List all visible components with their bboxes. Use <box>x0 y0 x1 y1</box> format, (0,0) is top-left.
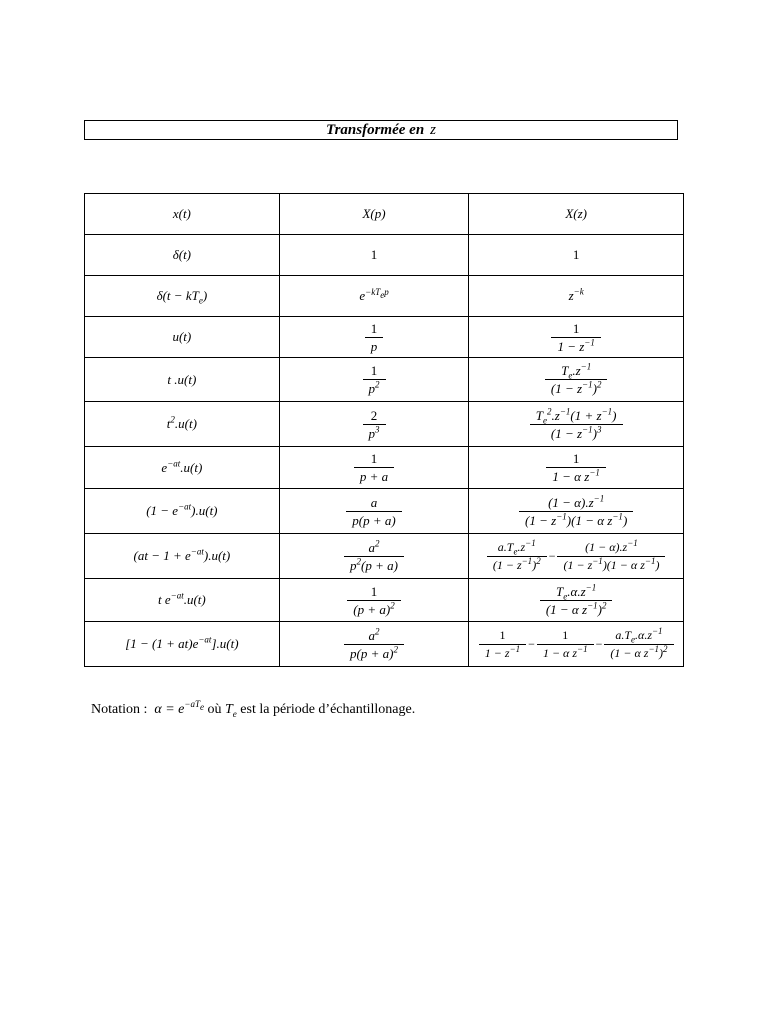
cell-xt: u(t) <box>85 317 280 358</box>
cell-xp: $\frac{a^2}{p^2(p + a)}$ <box>279 534 469 579</box>
table-row <box>85 276 684 317</box>
header-xp: X(p) <box>279 194 469 235</box>
cell-xp: $\frac{1}{p^2}$ <box>279 358 469 402</box>
cell-xz: $\frac{1}{1 - z^{-1}}$ − $\frac{1}{1 - \alpha z^{-1}}$ − $\frac{a.T_e.\alpha.z^{-1}}{(1 - \alpha z^{-1})^2}$ <box>469 622 684 667</box>
cell-xp: $\frac{a}{p(p + a)}$ <box>279 489 469 534</box>
cell-xt: $[1 - (1 + at)e^{-at}].u(t)$ <box>85 622 280 667</box>
title-box <box>84 120 678 140</box>
table-row <box>85 317 684 358</box>
cell-xp: $\frac{a^2}{p(p + a)^2}$ <box>279 622 469 667</box>
notation-mid: où <box>207 702 222 717</box>
cell-xt: $(at - 1 + e^{-at}).u(t)$ <box>85 534 280 579</box>
header-xz: X(z) <box>469 194 684 235</box>
table-row <box>85 235 684 276</box>
table-header-row <box>85 194 684 235</box>
cell-xp: $e^{-kT_ep}$ <box>279 276 469 317</box>
cell-xz: $\frac{1}{1 - \alpha z^{-1}}$ <box>469 447 684 489</box>
cell-xt: $(1 - e^{-at}).u(t)$ <box>85 489 280 534</box>
cell-xz: 1 <box>469 235 684 276</box>
cell-xz: $\frac{a.T_e.z^{-1}}{(1 - z^{-1})^2}$ − $\frac{(1 - \alpha).z^{-1}}{(1 - z^{-1})(1 - \alpha z^{-1})}$ <box>469 534 684 579</box>
notation-label: Notation : <box>91 702 148 717</box>
notation-formula: $\alpha = e^{-aT_e}$ <box>150 699 204 717</box>
cell-xz: $\frac{(1 - \alpha).z^{-1}}{(1 - z^{-1})(1 - \alpha z^{-1})}$ <box>469 489 684 534</box>
cell-xt: δ(t) <box>85 235 280 276</box>
cell-xz: $z^{-k}$ <box>469 276 684 317</box>
cell-xt: $e^{-at}.u(t)$ <box>85 447 280 489</box>
cell-xz: $\frac{T_e.z^{-1}}{(1 - z^{-1})^2}$ <box>469 358 684 402</box>
cell-xt: $t^2.u(t)$ <box>85 402 280 447</box>
table-row <box>85 622 684 667</box>
cell-xp: $\frac{1}{(p + a)^2}$ <box>279 579 469 622</box>
table-row <box>85 402 684 447</box>
cell-xz: $\frac{1}{1 - z^{-1}}$ <box>469 317 684 358</box>
title-variable: z <box>430 122 437 138</box>
table-row <box>85 447 684 489</box>
cell-xp: 1 <box>279 235 469 276</box>
notation-symbol: $T_e$ <box>225 702 237 719</box>
table-row <box>85 489 684 534</box>
table-row <box>85 534 684 579</box>
notation-tail: est la période d’échantillonage. <box>240 702 416 717</box>
table-row <box>85 579 684 622</box>
cell-xz: $\frac{T_e^2.z^{-1}(1 + z^{-1})}{(1 - z^{-1})^3}$ <box>469 402 684 447</box>
cell-xp: $\frac{1}{p}$ <box>279 317 469 358</box>
cell-xp: $\frac{2}{p^3}$ <box>279 402 469 447</box>
cell-xp: $\frac{1}{p + a}$ <box>279 447 469 489</box>
table-row <box>85 358 684 402</box>
cell-xz: $\frac{T_e.\alpha.z^{-1}}{(1 - \alpha z^{-1})^2}$ <box>469 579 684 622</box>
cell-xt: t $e^{-at}.u(t)$ <box>85 579 280 622</box>
cell-xt: $\delta(t - kT_e)$ <box>85 276 280 317</box>
z-transform-table <box>84 193 684 667</box>
header-xt: x(t) <box>85 194 280 235</box>
cell-xt: t .u(t) <box>85 358 280 402</box>
title-text: Transformée en <box>325 122 425 138</box>
notation-line <box>91 699 416 719</box>
